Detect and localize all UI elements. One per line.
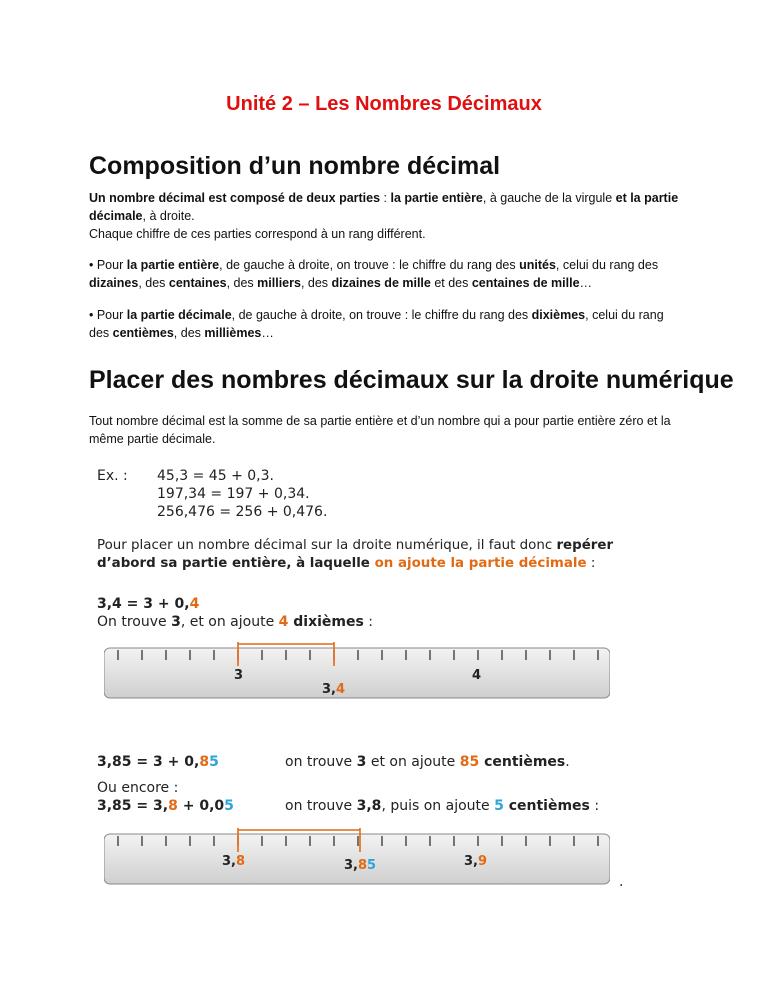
text-run: , des [173, 326, 205, 340]
composition-paragraph [89, 189, 684, 243]
method-intro: Pour placer un nombre décimal sur la droite numérique, il faut donc repérer [97, 538, 614, 553]
method-intro-2: d’abord sa partie entière, à laquelle on ajoute la partie décimale : [97, 556, 596, 571]
text-run: milliers [257, 276, 301, 290]
text-run: dizaines [89, 276, 139, 290]
text-run: • Pour [89, 258, 127, 272]
ruler-1-svg [104, 642, 610, 712]
equation-3-4-text: On trouve 3, et on ajoute 4 dixièmes : [97, 614, 373, 630]
text-run: , celui du rang des [555, 258, 659, 272]
text-run: centaines de mille [471, 276, 580, 290]
text-run: , des [226, 276, 258, 290]
example-line: 197,34 = 197 + 0,34. [157, 486, 310, 502]
text-run: , de gauche à droite, on trouve : le chiffre du rang des [231, 308, 532, 322]
text-run: , de gauche à droite, on trouve : le chiffre du rang des [219, 258, 520, 272]
text-run: millièmes [204, 326, 262, 340]
rank-sentence: Chaque chiffre de ces parties correspond à un rang différent. [89, 227, 426, 241]
number-line-figure [89, 464, 736, 904]
text-run: et des [430, 276, 472, 290]
equation-3-85-alt: 3,85 = 3,8 + 0,05 [97, 798, 234, 814]
text-run: Un nombre décimal est composé de deux parties [89, 191, 381, 205]
equation-3-85: 3,85 = 3 + 0,85 [97, 754, 219, 770]
text-run: , à gauche de la virgule [482, 191, 616, 205]
example-label: Ex. : [97, 468, 128, 484]
text-run: : [380, 191, 391, 205]
ruler-2-label-3-9: 3,9 [464, 854, 488, 869]
section-heading-placement: Placer des nombres décimaux sur la droite numérique [89, 366, 734, 394]
trailing-dot: . [619, 874, 624, 890]
example-line: 256,476 = 256 + 0,476. [157, 504, 328, 520]
text-run: unités [519, 258, 556, 272]
ruler-1-label-3-4: 3,4 [322, 682, 346, 697]
text-run: la partie décimale [126, 308, 232, 322]
text-run: , à droite. [142, 209, 195, 223]
equation-3-85-alt-text: on trouve 3,8, puis on ajoute 5 centièmes : [285, 798, 600, 814]
ruler-1-label-4: 4 [472, 668, 482, 683]
ruler-2-label-3-8: 3,8 [222, 854, 246, 869]
example-line: 45,3 = 45 + 0,3. [157, 468, 274, 484]
equation-3-85-text: on trouve 3 et on ajoute 85 centièmes. [285, 754, 570, 770]
text-run: dizaines de mille [331, 276, 431, 290]
integer-part-paragraph [89, 256, 684, 292]
text-run: la partie entière [126, 258, 220, 272]
decimal-part-paragraph [89, 306, 684, 342]
page-title: Unité 2 – Les Nombres Décimaux [226, 93, 542, 115]
text-run: la partie entière [390, 191, 483, 205]
ruler-body [104, 648, 610, 698]
equation-3-4: 3,4 = 3 + 0,4 [97, 596, 200, 612]
text-run: … [261, 326, 274, 340]
ruler-2 [104, 828, 610, 898]
text-run: centièmes [112, 326, 174, 340]
text-run: centaines [168, 276, 227, 290]
text-run: • Pour [89, 308, 127, 322]
or-again-label: Ou encore : [97, 780, 179, 796]
text-run: … [579, 276, 593, 290]
rich-text [89, 191, 678, 223]
ruler-1 [104, 642, 610, 712]
text-run: et la partie décimale [89, 191, 679, 223]
ruler-2-label-3-85: 3,85 [344, 858, 377, 873]
text-run: , celui du rang des [89, 308, 664, 340]
text-run: , des [138, 276, 169, 290]
text-run: dixièmes [531, 308, 586, 322]
text-run: , des [300, 276, 332, 290]
section-heading-composition: Composition d’un nombre décimal [89, 152, 501, 180]
ruler-1-label-3: 3 [234, 668, 244, 683]
placement-paragraph: Tout nombre décimal est la somme de sa partie entière et d’un nombre qui a pour partie entière zéro et la même partie décimale. [89, 414, 671, 446]
